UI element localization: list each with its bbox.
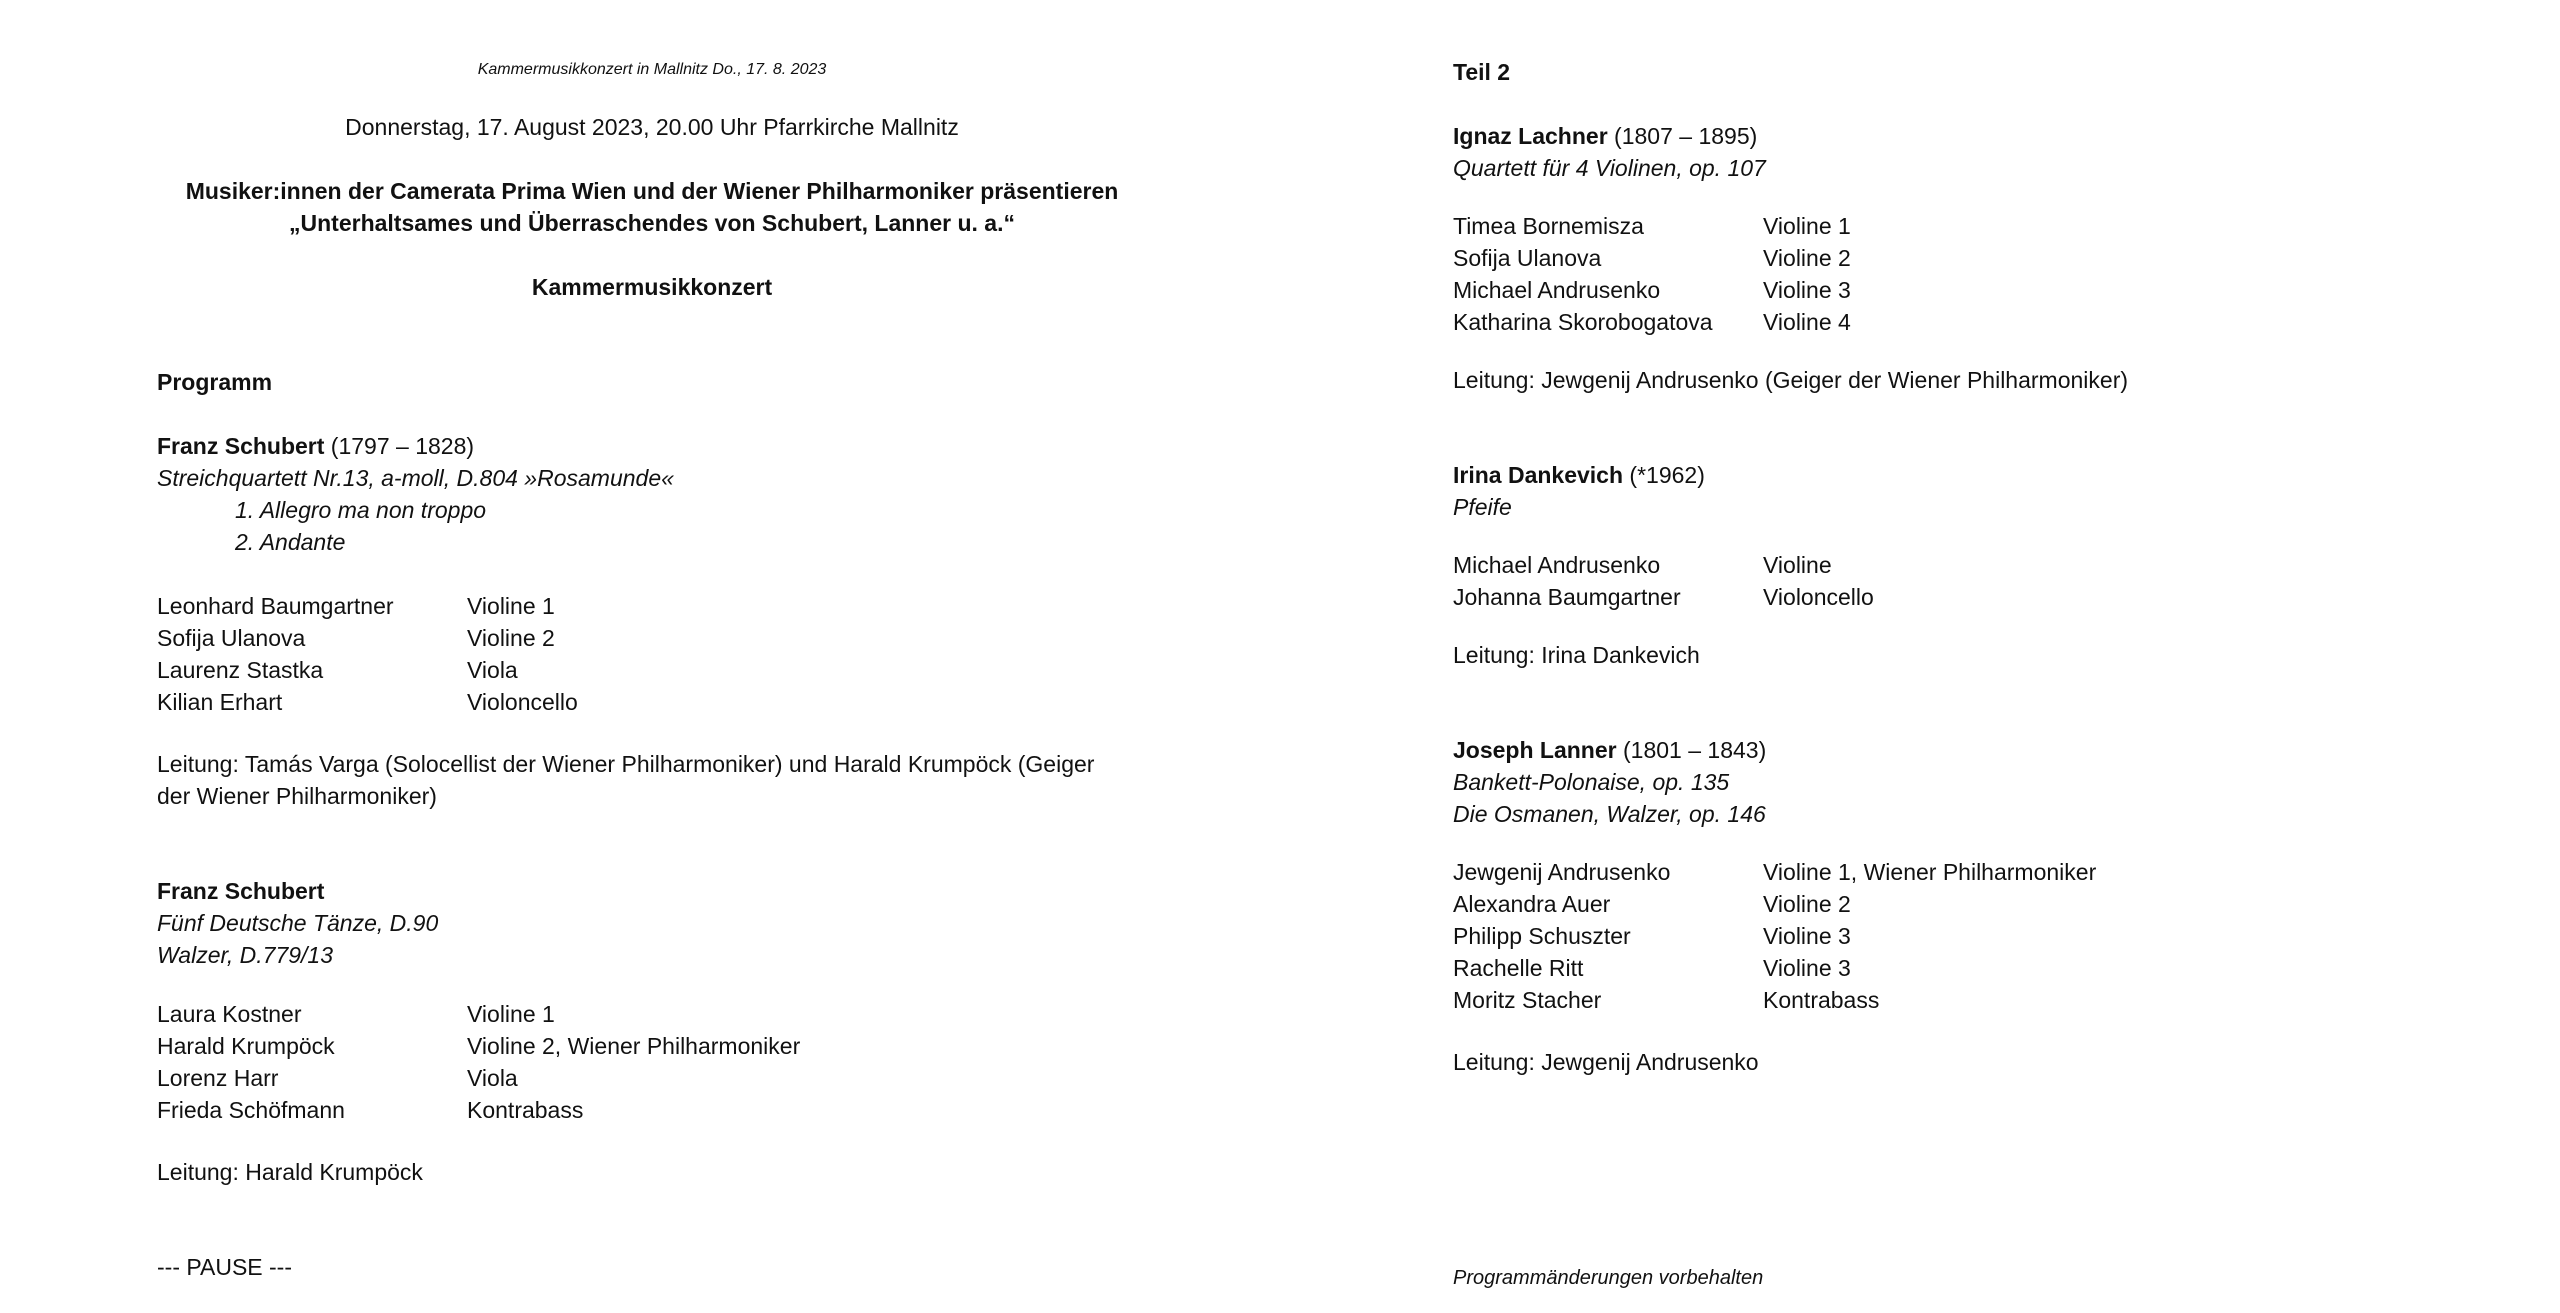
performer-role: Viola [467,1065,518,1091]
performer-role: Violine 2 [467,625,555,651]
leitung-line-1: Leitung: Tamás Varga (Solocellist der Wiener Philharmoniker) und Harald Krumpöck (Geiger [157,751,1095,777]
footer-note: Programmänderungen vorbehalten [1453,1267,1764,1289]
composer-years: (1807 – 1895) [1607,123,1758,149]
presenters-line-1: Musiker:innen der Camerata Prima Wien und der Wiener Philharmoniker präsentieren [185,178,1119,204]
work1-header [1453,120,1757,152]
composer-years: (*1962) [1623,462,1705,488]
performer-row [1453,306,2353,338]
concert-title: Kammermusikkonzert [531,274,773,300]
work2-header [1453,459,1705,491]
performer-row [157,590,1057,622]
work-title: Fünf Deutsche Tänze, D.90 [157,910,439,936]
performer-name: Frieda Schöfmann [157,1097,345,1123]
performer-name: Johanna Baumgartner [1453,584,1681,610]
performer-row [157,1094,1057,1126]
header-small: Kammermusikkonzert in Mallnitz Do., 17. 8. 2023 [477,61,827,78]
left-column [157,0,1147,1313]
performer-row [1453,274,2353,306]
performer-role: Violoncello [467,689,578,715]
composer-years: (1797 – 1828) [324,433,475,459]
performer-name: Laurenz Stastka [157,657,324,683]
composer-name: Franz Schubert [157,878,325,904]
performer-name: Leonhard Baumgartner [157,593,394,619]
leitung-line-2: der Wiener Philharmoniker) [157,783,437,809]
performer-row [1453,920,2353,952]
performer-row [157,654,1057,686]
performer-row [1453,888,2353,920]
performer-name: Harald Krumpöck [157,1033,335,1059]
performer-row [1453,856,2353,888]
work-title: Die Osmanen, Walzer, op. 146 [1453,801,1766,827]
movement-item: 1. Allegro ma non troppo [235,497,487,523]
performer-name: Michael Andrusenko [1453,552,1661,578]
part2-heading: Teil 2 [1453,59,1511,85]
performer-name: Rachelle Ritt [1453,955,1584,981]
performer-role: Viola [467,657,518,683]
performer-role: Violine 4 [1763,309,1851,335]
performer-name: Laura Kostner [157,1001,302,1027]
performer-row [157,686,1057,718]
right-column [1453,0,2453,1313]
performer-row [1453,549,2353,581]
work3-header [1453,734,1766,766]
performer-row [157,1030,1057,1062]
composer-name: Joseph Lanner [1453,737,1617,763]
performer-role: Violine 3 [1763,923,1851,949]
performer-row [1453,581,2353,613]
leitung-line: Leitung: Harald Krumpöck [157,1159,423,1185]
performer-row [1453,952,2353,984]
performer-name: Moritz Stacher [1453,987,1602,1013]
performer-role: Violine 2, Wiener Philharmoniker [467,1033,801,1059]
pause-marker: --- PAUSE --- [157,1254,293,1280]
performer-role: Violine 3 [1763,277,1851,303]
leitung-line: Leitung: Jewgenij Andrusenko [1453,1049,1759,1075]
presenters-line-2: „Unterhaltsames und Überraschendes von Schubert, Lanner u. a.“ [289,210,1015,236]
performer-role: Violine 3 [1763,955,1851,981]
performer-role: Violine 1, Wiener Philharmoniker [1763,859,2097,885]
performer-name: Philipp Schuszter [1453,923,1631,949]
performer-row [1453,210,2353,242]
performer-name: Alexandra Auer [1453,891,1611,917]
performer-list [1453,210,2353,338]
performer-role: Violine 1 [467,593,555,619]
performer-name: Lorenz Harr [157,1065,279,1091]
performer-name: Jewgenij Andrusenko [1453,859,1671,885]
performer-role: Kontrabass [467,1097,584,1123]
work1-header [157,430,474,462]
leitung-line: Leitung: Irina Dankevich [1453,642,1700,668]
performer-list [1453,856,2353,1016]
performer-role: Violine 2 [1763,891,1851,917]
composer-name: Irina Dankevich [1453,462,1624,488]
work-title: Bankett-Polonaise, op. 135 [1453,769,1730,795]
composer-name: Franz Schubert [157,433,325,459]
program-heading: Programm [157,369,273,395]
performer-role: Violine 2 [1763,245,1851,271]
performer-role: Kontrabass [1763,987,1880,1013]
performer-row [157,622,1057,654]
performer-role: Violine [1763,552,1832,578]
performer-row [1453,242,2353,274]
performer-row [157,998,1057,1030]
work-title: Pfeife [1453,494,1512,520]
performer-role: Violine 1 [467,1001,555,1027]
performer-name: Sofija Ulanova [1453,245,1602,271]
performer-list [157,590,1057,718]
performer-list [1453,549,2353,613]
performer-name: Katharina Skorobogatova [1453,309,1713,335]
performer-name: Timea Bornemisza [1453,213,1644,239]
performer-row [1453,984,2353,1016]
work-title: Walzer, D.779/13 [157,942,334,968]
date-line: Donnerstag, 17. August 2023, 20.00 Uhr Pfarrkirche Mallnitz [345,114,959,140]
performer-name: Michael Andrusenko [1453,277,1661,303]
performer-role: Violoncello [1763,584,1874,610]
leitung-line: Leitung: Jewgenij Andrusenko (Geiger der Wiener Philharmoniker) [1453,367,2129,393]
performer-name: Kilian Erhart [157,689,283,715]
composer-name: Ignaz Lachner [1453,123,1608,149]
performer-list [157,998,1057,1126]
performer-row [157,1062,1057,1094]
movement-item: 2. Andante [235,529,346,555]
composer-years: (1801 – 1843) [1616,737,1767,763]
performer-name: Sofija Ulanova [157,625,306,651]
work-title: Quartett für 4 Violinen, op. 107 [1453,155,1766,181]
performer-role: Violine 1 [1763,213,1851,239]
work-title: Streichquartett Nr.13, a-moll, D.804 »Rosamunde« [157,465,674,491]
